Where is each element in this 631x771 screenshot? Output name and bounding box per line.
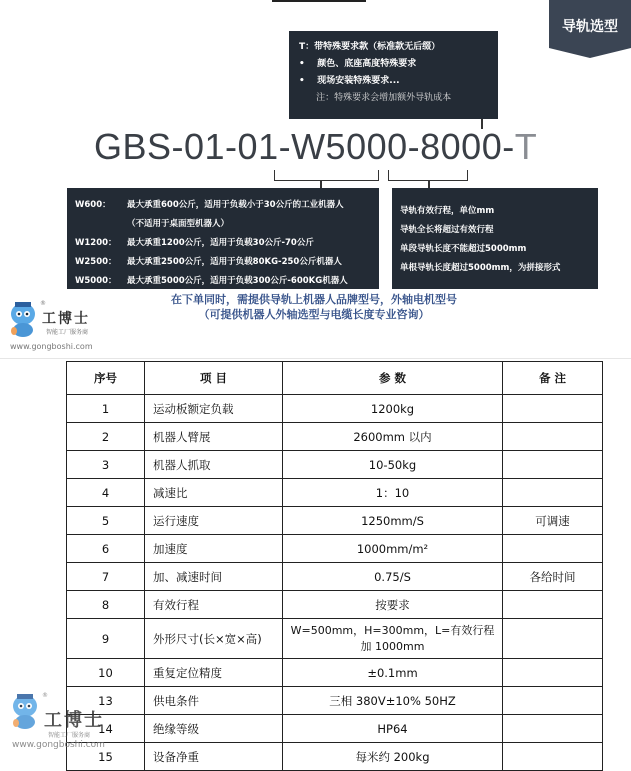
load-connector xyxy=(320,180,322,188)
load-row: W2500： 最大承重2500公斤，适用于负载80KG-250公斤机器人 xyxy=(75,257,342,267)
logo-url: www.gongboshi.com xyxy=(10,342,93,351)
suffix-t-title: T：带特殊要求款（标准款无后缀） xyxy=(299,42,441,52)
order-note-line2: （可提供机器人外轴选型与电缆长度专业咨询） xyxy=(198,308,430,321)
load-row: W5000： 最大承重5000公斤，适用于负载300公斤-600KG机器人 xyxy=(75,276,348,286)
suffix-t-info-box xyxy=(289,31,498,119)
stroke-line: 导轨有效行程，单位mm xyxy=(400,206,495,216)
header-no: 序号 xyxy=(67,362,145,395)
load-bracket xyxy=(274,170,379,181)
header-item: 项 目 xyxy=(145,362,283,395)
table-row: 14 绝缘等级 HP64 xyxy=(67,715,603,743)
order-note xyxy=(94,292,534,322)
gongboshi-watermark-logo: ® 工博士 智能工厂服务商 www.gongboshi.com xyxy=(8,692,138,752)
gongboshi-logo: ® 工博士 智能工厂服务商 www.gongboshi.com xyxy=(6,300,126,354)
table-row: 7 加、减速时间 0.75/S 各给时间 xyxy=(67,563,603,591)
mascot-icon xyxy=(6,300,42,338)
spec-table xyxy=(66,361,603,771)
rail-selection-tag: 导轨选型 xyxy=(549,0,631,48)
table-row: 13 供电条件 三相 380V±10% 50HZ xyxy=(67,687,603,715)
suffix-t-note: 注：特殊要求会增加额外导轨成本 xyxy=(316,93,452,103)
section-divider xyxy=(0,358,631,359)
load-row: W600： 最大承重600公斤，适用于负载小于30公斤的工业机器人 xyxy=(75,200,344,210)
table-row: 10 重复定位精度 ±0.1mm xyxy=(67,659,603,687)
table-row: 5 运行速度 1250mm/S 可调速 xyxy=(67,507,603,535)
table-row: 8 有效行程 按要求 xyxy=(67,591,603,619)
model-code xyxy=(94,126,537,168)
table-row: 15 设备净重 每米约 200kg xyxy=(67,743,603,771)
suffix-t-item: • 现场安装特殊要求... xyxy=(299,76,400,86)
top-rule xyxy=(272,0,366,2)
suffix-t-item: • 颜色、底座高度特殊要求 xyxy=(299,59,417,69)
table-row: 4 减速比 1：10 xyxy=(67,479,603,507)
logo-url: www.gongboshi.com xyxy=(12,740,105,750)
logo-brand: 工博士 xyxy=(44,710,104,731)
mascot-icon xyxy=(8,692,44,730)
header-param: 参 数 xyxy=(283,362,503,395)
logo-brand: 工博士 xyxy=(42,311,90,327)
table-header-row xyxy=(67,362,603,395)
model-code-suffix: T xyxy=(514,126,538,167)
stroke-line: 单根导轨长度超过5000mm，为拼接形式 xyxy=(400,263,561,273)
logo-slogan: 智能工厂服务商 xyxy=(48,732,91,739)
table-row: 3 机器人抓取 10-50kg xyxy=(67,451,603,479)
load-row: （不适用于桌面型机器人） xyxy=(127,219,230,229)
logo-slogan: 智能工厂服务商 xyxy=(46,329,89,336)
table-row: 1 运动板额定负载 1200kg xyxy=(67,395,603,423)
stroke-line: 导轨全长将超过有效行程 xyxy=(400,225,494,235)
table-row: 9 外形尺寸(长×宽×高) W=500mm，H=300mm，L=有效行程加 1000mm xyxy=(67,619,603,659)
stroke-info-box xyxy=(392,188,598,289)
table-row: 2 机器人臂展 2600mm 以内 xyxy=(67,423,603,451)
load-row: W1200： 最大承重1200公斤，适用于负载30公斤-70公斤 xyxy=(75,238,314,248)
stroke-connector xyxy=(428,180,430,188)
order-note-line1: 在下单同时，需提供导轨上机器人品牌型号，外轴电机型号 xyxy=(171,293,457,306)
header-note: 备 注 xyxy=(503,362,603,395)
table-row: 6 加速度 1000mm/m² xyxy=(67,535,603,563)
stroke-line: 单段导轨长度不能超过5000mm xyxy=(400,244,527,254)
load-capacity-box xyxy=(67,188,379,289)
model-code-main: GBS-01-01-W5000-8000- xyxy=(94,126,515,167)
